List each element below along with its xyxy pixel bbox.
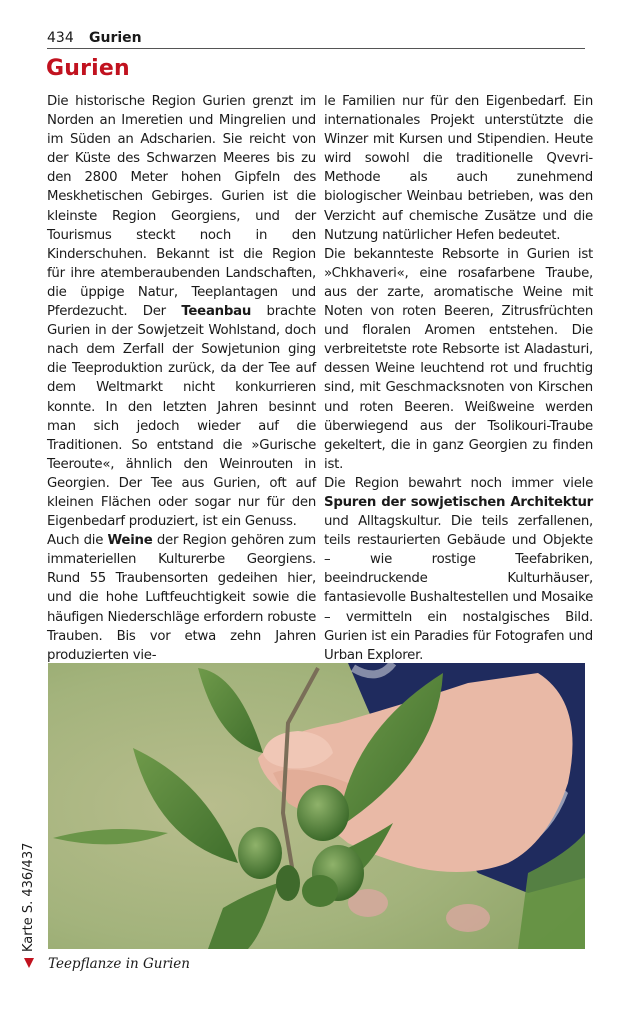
tea-plant-photo: [48, 663, 585, 949]
text: Die historische Region Gurien grenzt im Norden an Imeretien und Mingrelien und im Süden an Adscharien. Sie reicht von der Küste des Schwarzen Meeres bis zu den 2800 Meter hohen Gipfeln des Meskhetischen Gebirges. Gurien ist die kleinste Region Georgiens, und der Tourismus steckt noch in den Kinderschuhen. Bekannt ist die Region für ihre atemberaubenden Landschaften, die üppige Natur, Teeplantagen und Pferdezucht. Der: [47, 94, 316, 320]
running-head-section: Gurien: [89, 30, 142, 46]
keyword-weine: Weine: [107, 533, 153, 549]
running-head: [47, 30, 585, 49]
paragraph-wine-cont: le Familien nur für den Eigenbedarf. Ein internationales Projekt unterstützte die Winzer mit Kursen und Stipendien. Heute wird sowohl die traditionelle Qvevri-Methode als auch zunehmend biologischer Weinbau betrieben, was den Verzicht auf chemische Zusätze und die Nutzung natürlicher Hefen bedeutet.: [324, 94, 593, 243]
map-reference[interactable]: [21, 843, 36, 968]
triangle-marker-icon: [24, 958, 34, 968]
page-number: 434: [47, 30, 74, 46]
paragraph-architecture: [324, 474, 593, 665]
photo-caption: Teepflanze in Gurien: [48, 956, 190, 972]
page-title: Gurien: [46, 56, 130, 81]
text: der Region gehören zum immateriellen Kulturerbe Georgiens. Rund 55 Traubensorten gedeihen hier, und die hohe Luftfeuchtigkeit sowie die häufigen Niederschläge erfordern robuste Trauben. Bis vor etwa zehn Jahren produzierten vie-: [47, 533, 316, 663]
keyword-teeanbau: Teeanbau: [181, 304, 252, 320]
paragraph-tea: [47, 92, 316, 531]
left-column: [47, 92, 316, 665]
paragraph-wine: [47, 531, 316, 665]
text: brachte Gurien in der Sowjetzeit Wohlstand, doch nach dem Zerfall der Sowjetunion ging die Teeproduktion zurück, da der Tee auf dem Weltmarkt nicht konkurrieren konnte. In den letzten Jahren besinnt man sich jedoch wieder auf die Traditionen. So entstand die »Gurische Teeroute«, ähnlich den Weinrouten in Georgien. Der Tee aus Gurien, oft auf kleinen Flächen oder sogar nur für den Eigenbedarf produziert, ist ein Genuss.: [47, 304, 316, 530]
text: Auch die: [47, 533, 108, 549]
right-column: [324, 92, 593, 665]
map-reference-text: Karte S. 436/437: [21, 842, 36, 952]
text: und Alltagskultur. Die teils zerfallenen, teils restaurierten Gebäude und Objekte – wie rostige Teefabriken, beeindruckende Kulturhäuser, fantasievolle Bushaltestellen und Mosaike – vermitteln ein nostalgisches Bild. Gurien ist ein Paradies für Fotografen und Urban Explorer.: [324, 514, 593, 663]
paragraph-grapes: Die bekannteste Rebsorte in Gurien ist »Chkhaveri«, eine rosafarbene Traube, aus der zarte, aromatische Weine mit Noten von roten Beeren, Zitrusfrüchten und floralen Aromen entstehen. Die verbreitetste rote Rebsorte ist Aladasturi, dessen Weine leuchtend rot und fruchtig sind, mit Geschmacksnoten von Kirschen und roten Beeren. Weißweine werden überwiegend aus der Tsolikouri-Traube gekeltert, die in ganz Georgien zu finden ist.: [324, 246, 593, 472]
text: Die Region bewahrt noch immer viele: [324, 475, 593, 491]
keyword-architecture: Spuren der sowjetischen Architektur: [324, 494, 593, 510]
